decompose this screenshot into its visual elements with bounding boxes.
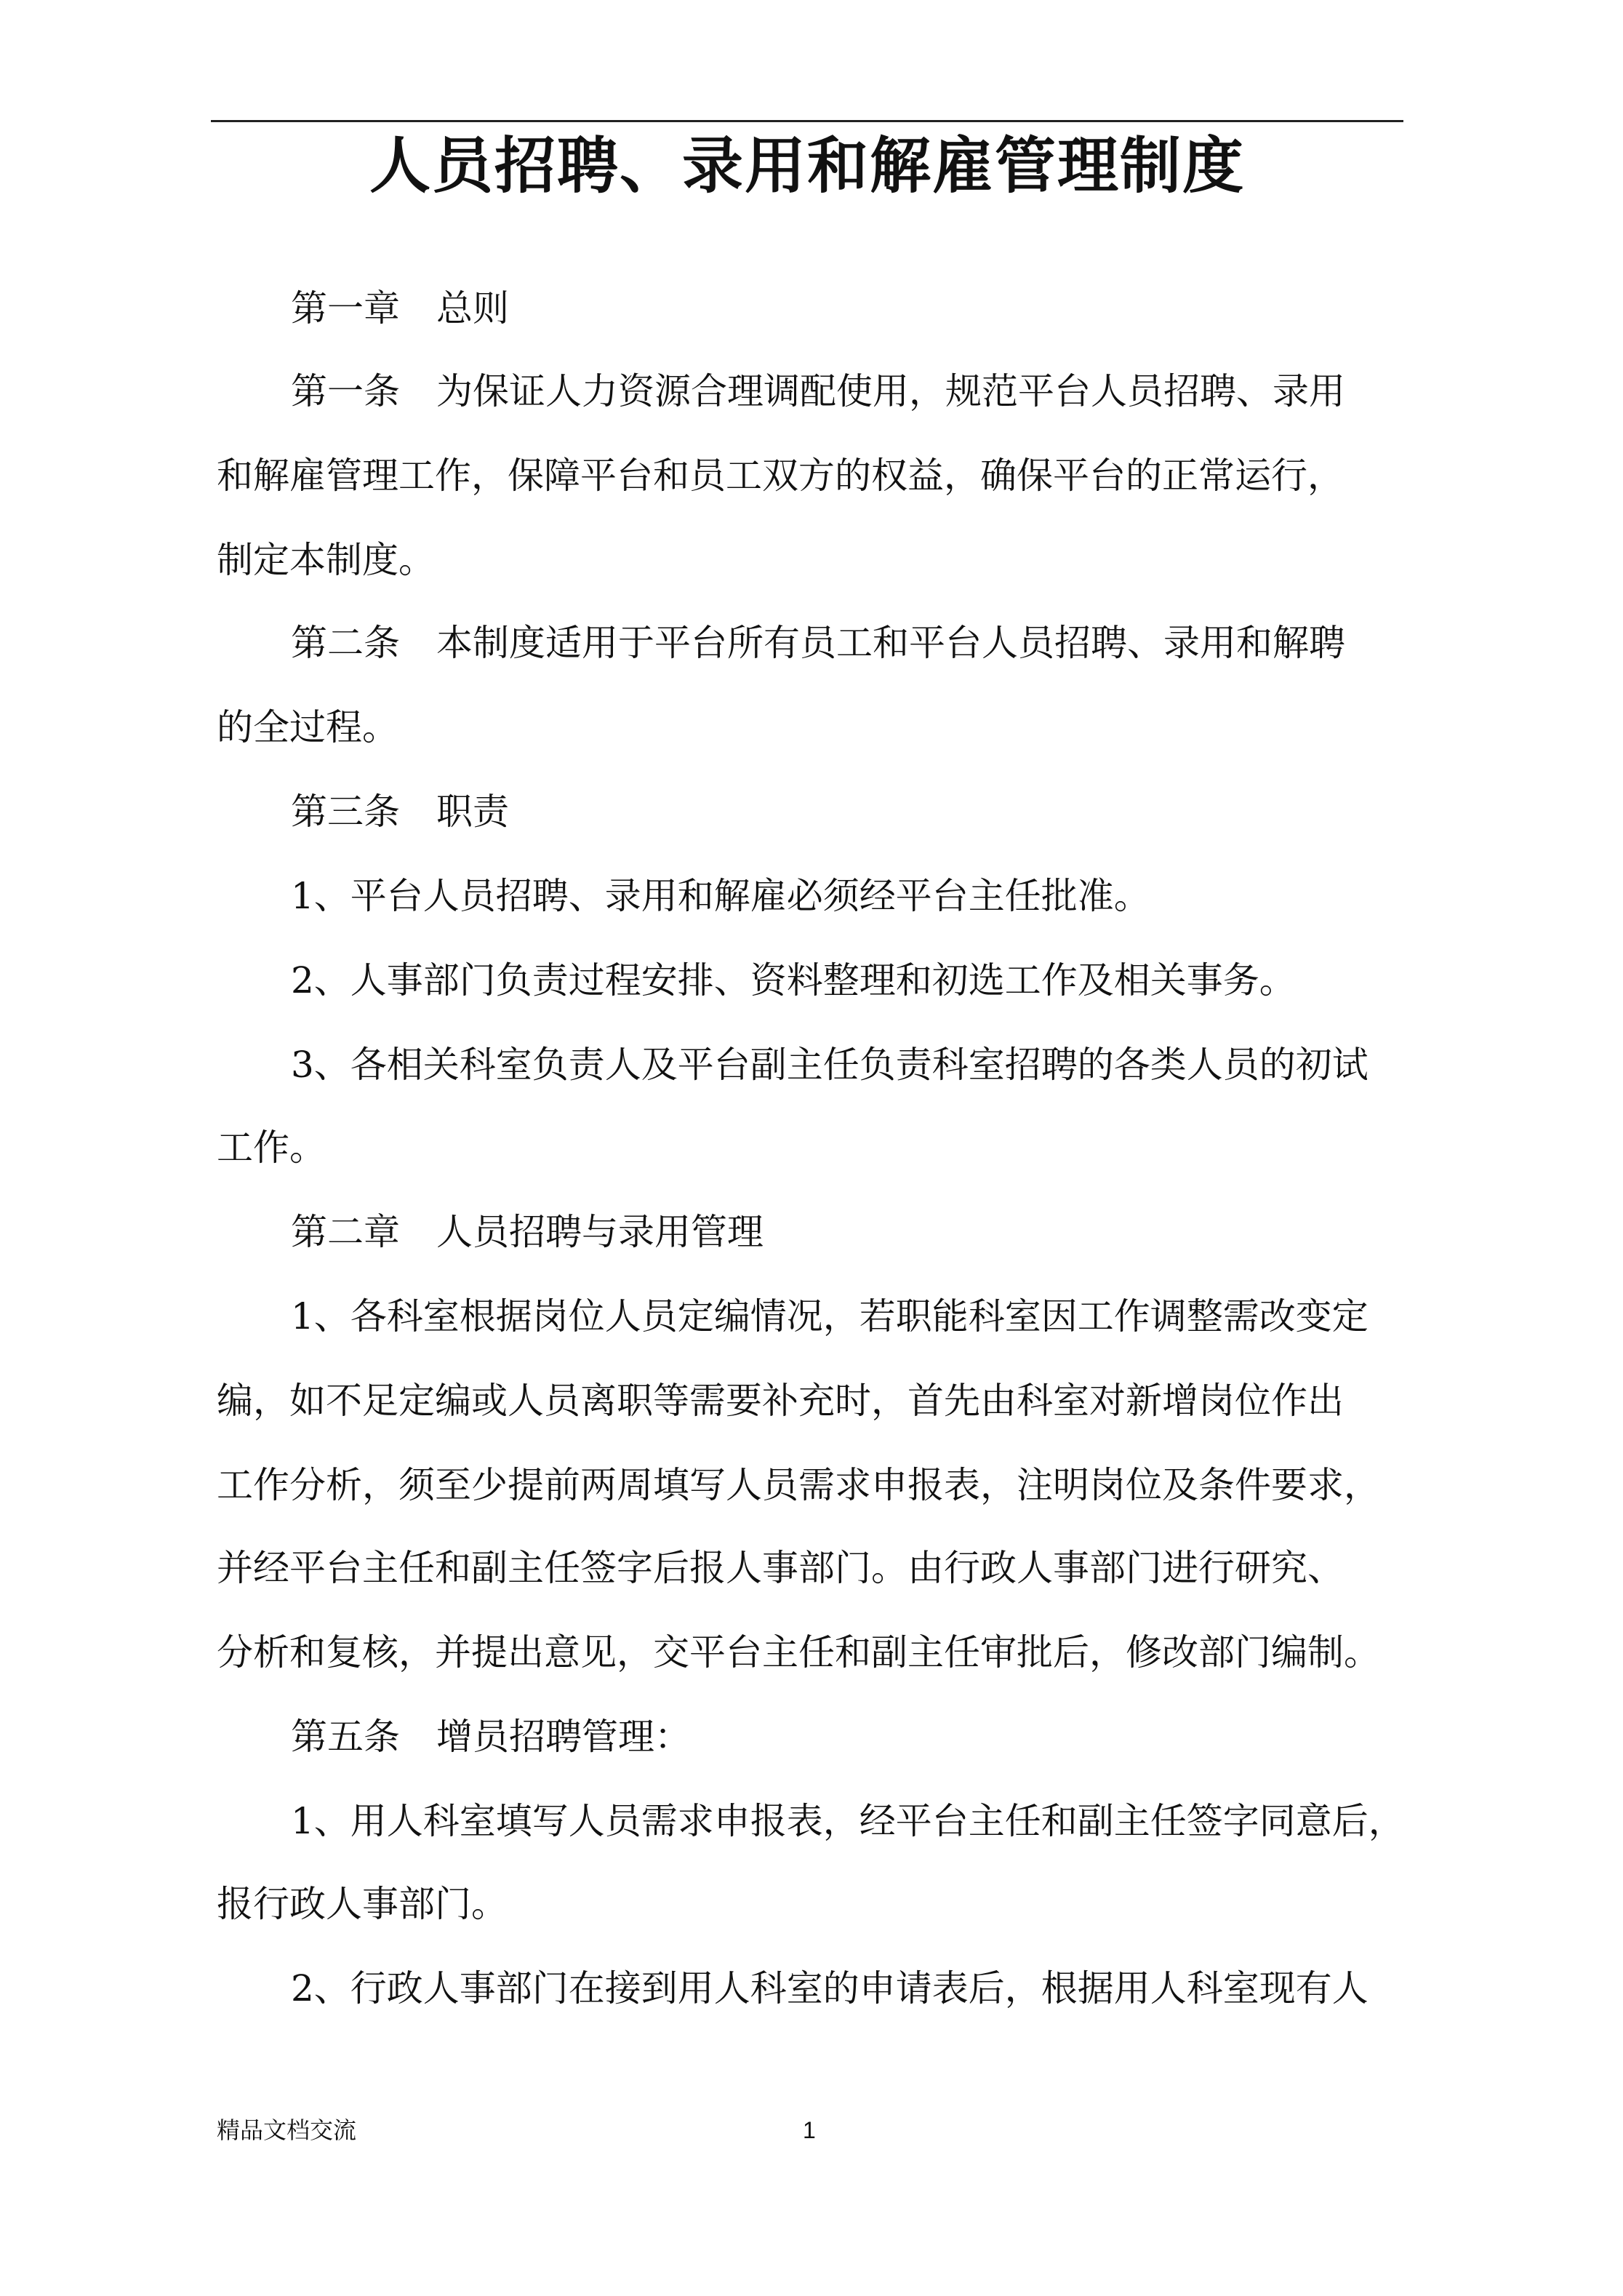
document-title: 人员招聘、录用和解雇管理制度 — [369, 129, 1245, 201]
body-line: 第三条 职责 — [291, 791, 509, 833]
body-line: 的全过程。 — [217, 706, 398, 748]
body-line: 分析和复核，并提出意见，交平台主任和副主任审批后，修改部门编制。 — [217, 1631, 1380, 1673]
body-line: 和解雇管理工作，保障平台和员工双方的权益，确保平台的正常运行， — [217, 455, 1344, 497]
body-line: 并经平台主任和副主任签字后报人事部门。由行政人事部门进行研究、 — [217, 1547, 1344, 1589]
footer-label: 精品文档交流 — [217, 2116, 357, 2144]
chapter-heading: 第二章 人员招聘与录用管理 — [291, 1211, 764, 1253]
body-line: 编，如不足定编或人员离职等需要补充时，首先由科室对新增岗位作出 — [217, 1380, 1344, 1422]
body-line: 2、行政人事部门在接到用人科室的申请表后，根据用人科室现有人 — [291, 1967, 1368, 2009]
body-line: 第一条 为保证人力资源合理调配使用，规范平台人员招聘、录用 — [291, 370, 1345, 412]
body-line: 报行政人事部门。 — [217, 1883, 508, 1925]
body-line: 工作分析，须至少提前两周填写人员需求申报表，注明岗位及条件要求， — [217, 1464, 1380, 1506]
chapter-heading: 第一章 总则 — [291, 287, 509, 329]
header-rule — [211, 120, 1403, 122]
body-line: 3、各相关科室负责人及平台副主任负责科室招聘的各类人员的初试 — [291, 1044, 1368, 1086]
page-number: 1 — [803, 2117, 816, 2143]
body-line: 2、人事部门负责过程安排、资料整理和初选工作及相关事务。 — [291, 959, 1296, 1001]
body-line: 1、平台人员招聘、录用和解雇必须经平台主任批准。 — [291, 875, 1150, 917]
body-line: 第五条 增员招聘管理： — [291, 1716, 691, 1758]
body-line: 制定本制度。 — [217, 539, 435, 581]
body-line: 1、各科室根据岗位人员定编情况，若职能科室因工作调整需改变定 — [291, 1295, 1368, 1337]
body-line: 1、用人科室填写人员需求申报表，经平台主任和副主任签字同意后， — [291, 1800, 1405, 1842]
body-line: 工作。 — [217, 1127, 326, 1169]
body-line: 第二条 本制度适用于平台所有员工和平台人员招聘、录用和解聘 — [291, 622, 1345, 664]
